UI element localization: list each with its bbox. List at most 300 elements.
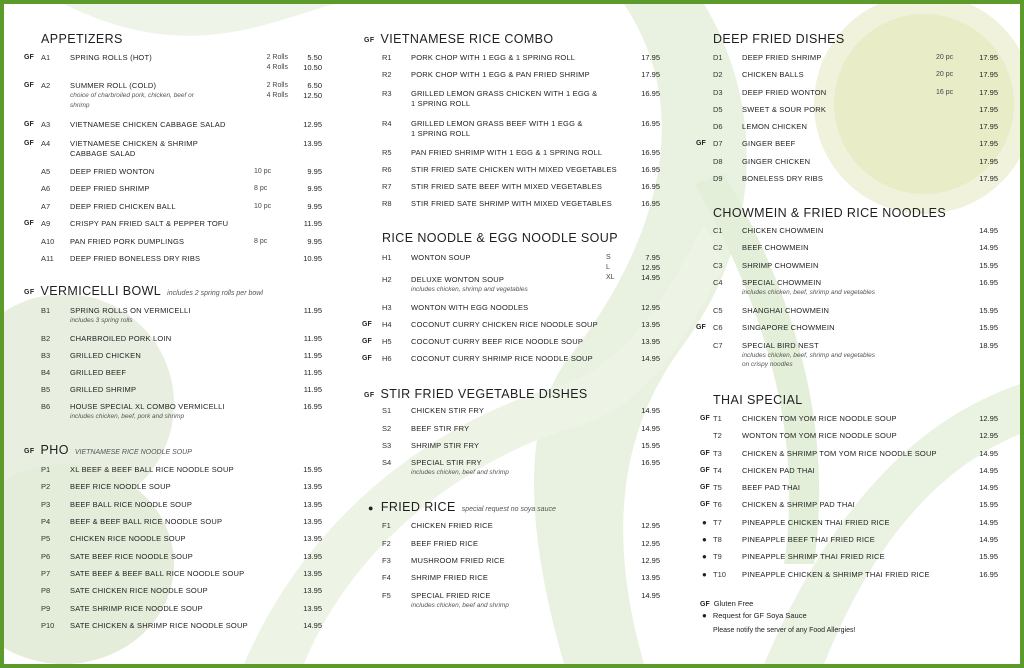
- item-code: C3: [713, 261, 723, 270]
- item-qty: 10 pc: [254, 168, 272, 175]
- item-code: P9: [41, 604, 51, 613]
- item-name: GRILLED LEMON GRASS BEEF WITH 1 EGG &: [411, 119, 583, 128]
- soya-request-dot-icon: ●: [702, 518, 707, 527]
- gf-tag: GF: [24, 448, 35, 455]
- item-note: includes 3 spring rolls: [70, 317, 133, 324]
- item-code: B6: [41, 402, 51, 411]
- item-price: 17.95: [979, 174, 998, 183]
- item-price: 13.95: [303, 604, 322, 613]
- item-price: 13.95: [641, 337, 660, 346]
- item-name: CHICKEN CHOWMEIN: [742, 226, 824, 235]
- item-code: D5: [713, 105, 723, 114]
- item-code: D2: [713, 70, 723, 79]
- item-name: PAN FRIED SHRIMP WITH 1 EGG & 1 SPRING ROLL: [411, 148, 603, 157]
- item-price: 16.95: [641, 182, 660, 191]
- item-code: R4: [382, 119, 392, 128]
- item-price: 16.95: [303, 402, 322, 411]
- item-price: 13.95: [641, 573, 660, 582]
- item-code: F3: [382, 556, 391, 565]
- thai-title: THAI SPECIAL: [713, 393, 803, 407]
- item-code: A9: [41, 219, 51, 228]
- item-name: BEEF FRIED RICE: [411, 539, 479, 548]
- item-code: T9: [713, 552, 722, 561]
- soya-request-dot-icon: ●: [368, 503, 374, 513]
- item-name: WONTON TOM YOM RICE NOODLE SOUP: [742, 431, 897, 440]
- item-name-line2: 1 SPRING ROLL: [411, 99, 471, 108]
- item-name: GINGER CHICKEN: [742, 157, 811, 166]
- item-name: SUMMER ROLL (COLD): [70, 81, 157, 90]
- appetizers-title: APPETIZERS: [41, 32, 123, 46]
- combo-heading: VIETNAMESE RICE COMBO: [380, 32, 554, 46]
- item-price: 6.50: [307, 81, 322, 90]
- item-name: PINEAPPLE SHRIMP THAI FRIED RICE: [742, 552, 885, 561]
- item-code: P3: [41, 500, 51, 509]
- item-code: R6: [382, 165, 392, 174]
- item-code: P10: [41, 621, 55, 630]
- item-price: 11.95: [303, 385, 322, 394]
- item-code: S2: [382, 424, 392, 433]
- item-name: COCONUT CURRY BEEF RICE NOODLE SOUP: [411, 337, 584, 346]
- item-price: 9.95: [307, 167, 322, 176]
- item-qty: 8 pc: [254, 238, 268, 245]
- item-name: GRILLED LEMON GRASS CHICKEN WITH 1 EGG &: [411, 89, 598, 98]
- item-price: 14.95: [979, 535, 998, 544]
- item-price: 17.95: [979, 157, 998, 166]
- item-name-line2: 1 SPRING ROLL: [411, 129, 471, 138]
- item-code: R5: [382, 148, 392, 157]
- item-price: 11.95: [303, 219, 322, 228]
- item-code: B2: [41, 334, 51, 343]
- gf-tag: GF: [362, 338, 372, 345]
- item-code: T1: [713, 414, 722, 423]
- item-name: CHICKEN BALLS: [742, 70, 804, 79]
- item-price: 16.95: [641, 458, 660, 467]
- item-price: 14.95: [641, 424, 660, 433]
- vermicelli-heading: VERMICELLI BOWL: [40, 284, 162, 298]
- item-qty-2: 4 Rolls: [266, 64, 288, 71]
- item-price: 16.95: [979, 570, 998, 579]
- item-code: B1: [41, 306, 51, 315]
- item-code: C7: [713, 341, 723, 350]
- stir-fried-title: [364, 387, 588, 401]
- item-qty: 20 pc: [936, 54, 954, 61]
- legend-soya-label: Request for GF Soya Sauce: [712, 611, 807, 620]
- item-price: 12.95: [641, 556, 660, 565]
- item-price: 17.95: [979, 122, 998, 131]
- item-code: H1: [382, 253, 392, 262]
- item-name: SHRIMP FRIED RICE: [411, 573, 489, 582]
- item-code: T3: [713, 449, 722, 458]
- item-code: F4: [382, 573, 391, 582]
- item-name: VIETNAMESE CHICKEN CABBAGE SALAD: [70, 120, 226, 129]
- item-price: 15.95: [641, 441, 660, 450]
- item-name: CHICKEN PAD THAI: [742, 466, 815, 475]
- gf-tag: GF: [24, 220, 34, 227]
- item-price: 16.95: [641, 89, 660, 98]
- item-code: A5: [41, 167, 51, 176]
- item-price: 12.95: [641, 521, 660, 530]
- soya-request-dot-icon: ●: [702, 552, 707, 561]
- gf-tag: GF: [24, 289, 35, 296]
- item-code: R3: [382, 89, 392, 98]
- item-code: S3: [382, 441, 392, 450]
- item-price: 15.95: [979, 552, 998, 561]
- item-name: XL BEEF & BEEF BALL RICE NOODLE SOUP: [70, 465, 234, 474]
- item-code: A10: [41, 237, 55, 246]
- item-code: C5: [713, 306, 723, 315]
- item-price: 17.95: [979, 70, 998, 79]
- gf-tag: GF: [700, 450, 710, 457]
- fried-rice-heading: FRIED RICE: [380, 500, 456, 514]
- item-note: includes chicken, beef and shrimp: [411, 602, 509, 609]
- item-name: SPRING ROLLS (HOT): [70, 53, 152, 62]
- gf-tag: GF: [24, 54, 34, 61]
- item-name: CHICKEN & SHRIMP PAD THAI: [742, 500, 855, 509]
- item-name: CHICKEN FRIED RICE: [411, 521, 493, 530]
- item-price: 13.95: [303, 500, 322, 509]
- item-name: BONELESS DRY RIBS: [742, 174, 824, 183]
- allergy-notice: Please notify the server of any Food Allergies!: [713, 627, 856, 634]
- item-code: B4: [41, 368, 51, 377]
- item-code: D9: [713, 174, 723, 183]
- item-price: 13.95: [303, 517, 322, 526]
- item-code: D8: [713, 157, 723, 166]
- item-code: H5: [382, 337, 392, 346]
- item-price: 15.95: [979, 323, 998, 332]
- item-name: CHICKEN RICE NOODLE SOUP: [70, 534, 186, 543]
- item-price: 13.95: [303, 482, 322, 491]
- item-price-2: 12.50: [303, 91, 322, 100]
- item-price: 17.95: [979, 88, 998, 97]
- item-code: P5: [41, 534, 51, 543]
- gf-tag: GF: [364, 392, 375, 399]
- item-code: A3: [41, 120, 51, 129]
- vermicelli-title: [24, 284, 263, 298]
- item-code: T10: [713, 570, 726, 579]
- item-code: H3: [382, 303, 392, 312]
- item-name-line2: CABBAGE SALAD: [70, 149, 136, 158]
- item-price: 14.95: [641, 354, 660, 363]
- item-price: 12.95: [641, 303, 660, 312]
- item-code: P8: [41, 586, 51, 595]
- item-price: 14.95: [303, 621, 322, 630]
- soya-request-dot-icon: ●: [702, 535, 707, 544]
- gf-tag: GF: [700, 484, 710, 491]
- item-name: GRILLED CHICKEN: [70, 351, 141, 360]
- item-code: T4: [713, 466, 722, 475]
- item-qty: 2 Rolls: [266, 82, 288, 89]
- gf-tag: GF: [700, 501, 710, 508]
- item-name: HOUSE SPECIAL XL COMBO VERMICELLI: [70, 402, 225, 411]
- item-price: 12.95: [979, 431, 998, 440]
- gf-tag: GF: [24, 140, 34, 147]
- item-name: PINEAPPLE BEEF THAI FRIED RICE: [742, 535, 875, 544]
- item-name: DEEP FRIED BONELESS DRY RIBS: [70, 254, 201, 263]
- item-price: 13.95: [303, 586, 322, 595]
- item-name: DEEP FRIED SHRIMP: [742, 53, 822, 62]
- item-note: includes chicken, shrimp and vegetables: [411, 286, 528, 293]
- item-code: D3: [713, 88, 723, 97]
- item-note: choice of charbroiled pork, chicken, beef or shrimp: [70, 92, 194, 109]
- item-price: 5.50: [307, 53, 322, 62]
- fried-rice-note: special request no soya sauce: [461, 506, 556, 513]
- item-qty-2: 4 Rolls: [266, 92, 288, 99]
- legend-gf-label: Gluten Free: [713, 599, 754, 608]
- item-name: SPRING ROLLS ON VERMICELLI: [70, 306, 191, 315]
- item-code: P2: [41, 482, 51, 491]
- item-code: P7: [41, 569, 51, 578]
- pho-title: [24, 443, 192, 457]
- item-price: 18.95: [979, 341, 998, 350]
- legend-gf: [700, 598, 1000, 610]
- item-code: B5: [41, 385, 51, 394]
- item-code: C6: [713, 323, 723, 332]
- item-code: T8: [713, 535, 722, 544]
- item-qty: 10 pc: [254, 203, 272, 210]
- item-note: includes chicken, beef, pork and shrimp: [70, 413, 185, 420]
- pho-note: VIETNAMESE RICE NOODLE SOUP: [74, 449, 192, 456]
- item-note-line2: on crispy noodles: [742, 361, 793, 368]
- item-price: 16.95: [641, 148, 660, 157]
- item-price: 16.95: [979, 278, 998, 287]
- item-name: LEMON CHICKEN: [742, 122, 808, 131]
- item-code: D6: [713, 122, 723, 131]
- item-name: STIR FRIED SATE CHICKEN WITH MIXED VEGETABLES: [411, 165, 617, 174]
- item-name: DEEP FRIED CHICKEN BALL: [70, 202, 176, 211]
- item-price: 13.95: [303, 569, 322, 578]
- item-code: R8: [382, 199, 392, 208]
- item-name: SATE BEEF & BEEF BALL RICE NOODLE SOUP: [70, 569, 245, 578]
- item-name: BEEF STIR FRY: [411, 424, 470, 433]
- item-price: 14.95: [979, 449, 998, 458]
- item-code: H6: [382, 354, 392, 363]
- item-name: PINEAPPLE CHICKEN THAI FRIED RICE: [742, 518, 890, 527]
- item-code: C4: [713, 278, 723, 287]
- item-name: GRILLED SHRIMP: [70, 385, 137, 394]
- item-price: 14.95: [641, 406, 660, 415]
- item-name: CHICKEN STIR FRY: [411, 406, 485, 415]
- item-code: H4: [382, 320, 392, 329]
- item-price: 10.95: [303, 254, 322, 263]
- item-name: CRISPY PAN FRIED SALT & PEPPER TOFU: [70, 219, 229, 228]
- item-name: CHICKEN TOM YOM RICE NOODLE SOUP: [742, 414, 897, 423]
- item-price: 14.95: [979, 518, 998, 527]
- item-price: 12.95: [641, 539, 660, 548]
- item-name: COCONUT CURRY SHRIMP RICE NOODLE SOUP: [411, 354, 593, 363]
- item-price-2: 10.50: [303, 63, 322, 72]
- item-name: BEEF & BEEF BALL RICE NOODLE SOUP: [70, 517, 223, 526]
- item-price: 14.95: [979, 243, 998, 252]
- item-qty: 8 pc: [254, 185, 268, 192]
- item-price: 13.95: [641, 320, 660, 329]
- item-name: STIR FRIED SATE SHRIMP WITH MIXED VEGETABLES: [411, 199, 612, 208]
- item-code: A4: [41, 139, 51, 148]
- item-code: B3: [41, 351, 51, 360]
- item-code: F5: [382, 591, 391, 600]
- size-s: S: [606, 254, 611, 261]
- item-name: CHARBROILED PORK LOIN: [70, 334, 172, 343]
- item-name: WONTON SOUP: [411, 253, 471, 262]
- item-code: F1: [382, 521, 391, 530]
- item-price: 11.95: [303, 334, 322, 343]
- item-price: 12.95: [979, 414, 998, 423]
- item-price: 9.95: [307, 184, 322, 193]
- item-name: SATE CHICKEN RICE NOODLE SOUP: [70, 586, 208, 595]
- item-name: STIR FRIED SATE BEEF WITH MIXED VEGETABLES: [411, 182, 603, 191]
- item-name: PINEAPPLE CHICKEN & SHRIMP THAI FRIED RICE: [742, 570, 930, 579]
- menu-page: [4, 4, 1020, 664]
- item-name: PAN FRIED PORK DUMPLINGS: [70, 237, 185, 246]
- item-name: SATE CHICKEN & SHRIMP RICE NOODLE SOUP: [70, 621, 248, 630]
- legend: [700, 598, 1000, 636]
- item-price-s: 7.95: [645, 253, 660, 262]
- soup-title: RICE NOODLE & EGG NOODLE SOUP: [382, 231, 618, 245]
- item-name: CHICKEN & SHRIMP TOM YOM RICE NOODLE SOUP: [742, 449, 937, 458]
- item-code: T7: [713, 518, 722, 527]
- item-code: A1: [41, 53, 51, 62]
- gf-tag: GF: [24, 82, 34, 89]
- item-name: MUSHROOM FRIED RICE: [411, 556, 505, 565]
- size-l: L: [606, 264, 610, 271]
- stir-fried-heading: STIR FRIED VEGETABLE DISHES: [380, 387, 588, 401]
- item-price: 17.95: [641, 53, 660, 62]
- item-name: VIETNAMESE CHICKEN & SHRIMP: [70, 139, 198, 148]
- item-price-l: 12.95: [641, 263, 660, 272]
- item-name: BEEF BALL RICE NOODLE SOUP: [70, 500, 193, 509]
- item-name: GINGER BEEF: [742, 139, 796, 148]
- item-note: includes chicken, beef and shrimp: [411, 469, 509, 476]
- item-price: 15.95: [979, 306, 998, 315]
- deep-fried-title: DEEP FRIED DISHES: [713, 32, 845, 46]
- gf-tag: GF: [700, 467, 710, 474]
- vermicelli-note: includes 2 spring rolls per bowl: [167, 290, 263, 297]
- item-qty: 16 pc: [936, 89, 954, 96]
- size-xl: XL: [606, 274, 615, 281]
- item-price: 9.95: [307, 237, 322, 246]
- soya-request-dot-icon: ●: [702, 570, 707, 579]
- item-name: SATE BEEF RICE NOODLE SOUP: [70, 552, 194, 561]
- item-name: SHRIMP STIR FRY: [411, 441, 480, 450]
- item-price: 14.95: [979, 466, 998, 475]
- item-code: P1: [41, 465, 51, 474]
- item-name: DEEP FRIED WONTON: [70, 167, 155, 176]
- item-name: BEEF PAD THAI: [742, 483, 801, 492]
- item-name: BEEF CHOWMEIN: [742, 243, 809, 252]
- gf-tag: GF: [364, 37, 375, 44]
- chowmein-title: CHOWMEIN & FRIED RICE NOODLES: [713, 206, 947, 220]
- item-name: SHRIMP CHOWMEIN: [742, 261, 819, 270]
- item-name: SPECIAL FRIED RICE: [411, 591, 491, 600]
- item-note: includes chicken, beef, shrimp and vegetables: [742, 289, 875, 296]
- item-code: T6: [713, 500, 722, 509]
- item-code: A11: [41, 254, 54, 263]
- gf-tag: GF: [696, 140, 706, 147]
- item-price: 13.95: [303, 552, 322, 561]
- gf-tag: GF: [362, 355, 372, 362]
- item-price: 14.95: [979, 226, 998, 235]
- item-code: D7: [713, 139, 723, 148]
- item-name: SHANGHAI CHOWMEIN: [742, 306, 830, 315]
- item-code: A7: [41, 202, 51, 211]
- item-price: 16.95: [641, 165, 660, 174]
- item-price: 14.95: [641, 591, 660, 600]
- item-name: SINGAPORE CHOWMEIN: [742, 323, 835, 332]
- item-name: PORK CHOP WITH 1 EGG & PAN FRIED SHRIMP: [411, 70, 590, 79]
- gf-tag: GF: [700, 601, 710, 608]
- item-price: 13.95: [303, 139, 322, 148]
- item-price-xl: 14.95: [641, 273, 660, 282]
- item-name: SPECIAL CHOWMEIN: [742, 278, 822, 287]
- item-price: 9.95: [307, 202, 322, 211]
- item-price: 16.95: [641, 119, 660, 128]
- soya-request-dot-icon: ●: [702, 611, 707, 620]
- item-name: DELUXE WONTON SOUP: [411, 275, 505, 284]
- item-code: R1: [382, 53, 392, 62]
- item-name: PORK CHOP WITH 1 EGG & 1 SPRING ROLL: [411, 53, 576, 62]
- item-price: 13.95: [303, 534, 322, 543]
- item-price: 17.95: [979, 105, 998, 114]
- item-code: P6: [41, 552, 51, 561]
- item-code: H2: [382, 275, 392, 284]
- item-price: 15.95: [979, 261, 998, 270]
- item-code: A6: [41, 184, 51, 193]
- item-qty: 2 Rolls: [266, 54, 288, 61]
- item-code: S4: [382, 458, 392, 467]
- item-name: SWEET & SOUR PORK: [742, 105, 827, 114]
- item-name: SPECIAL STIR FRY: [411, 458, 482, 467]
- item-code: P4: [41, 517, 51, 526]
- item-price: 11.95: [303, 306, 322, 315]
- item-price: 14.95: [979, 483, 998, 492]
- combo-title: [364, 32, 554, 46]
- item-code: R7: [382, 182, 392, 191]
- pho-heading: PHO: [40, 443, 69, 457]
- item-price: 12.95: [303, 120, 322, 129]
- item-name: BEEF RICE NOODLE SOUP: [70, 482, 171, 491]
- gf-tag: GF: [24, 121, 34, 128]
- item-name: SATE SHRIMP RICE NOODLE SOUP: [70, 604, 203, 613]
- item-name: GRILLED BEEF: [70, 368, 127, 377]
- item-code: T5: [713, 483, 722, 492]
- item-name: DEEP FRIED WONTON: [742, 88, 827, 97]
- item-price: 15.95: [979, 500, 998, 509]
- item-price: 11.95: [303, 351, 322, 360]
- gf-tag: GF: [700, 415, 710, 422]
- item-code: F2: [382, 539, 391, 548]
- item-code: D1: [713, 53, 723, 62]
- gf-tag: GF: [696, 324, 706, 331]
- item-price: 11.95: [303, 368, 322, 377]
- item-code: S1: [382, 406, 392, 415]
- item-name: COCONUT CURRY CHICKEN RICE NOODLE SOUP: [411, 320, 598, 329]
- gf-tag: GF: [362, 321, 372, 328]
- item-name: SPECIAL BIRD NEST: [742, 341, 819, 350]
- item-price: 17.95: [641, 70, 660, 79]
- item-price: 16.95: [641, 199, 660, 208]
- item-price: 17.95: [979, 53, 998, 62]
- item-code: R2: [382, 70, 392, 79]
- item-code: A2: [41, 81, 51, 90]
- item-code: C1: [713, 226, 723, 235]
- fried-rice-title: [368, 500, 556, 514]
- item-price: 15.95: [303, 465, 322, 474]
- item-name: DEEP FRIED SHRIMP: [70, 184, 150, 193]
- item-code: T2: [713, 431, 722, 440]
- item-note: includes chicken, beef, shrimp and vegetables: [742, 352, 875, 359]
- item-name: WONTON WITH EGG NOODLES: [411, 303, 529, 312]
- legend-soya: [700, 610, 1000, 621]
- item-price: 17.95: [979, 139, 998, 148]
